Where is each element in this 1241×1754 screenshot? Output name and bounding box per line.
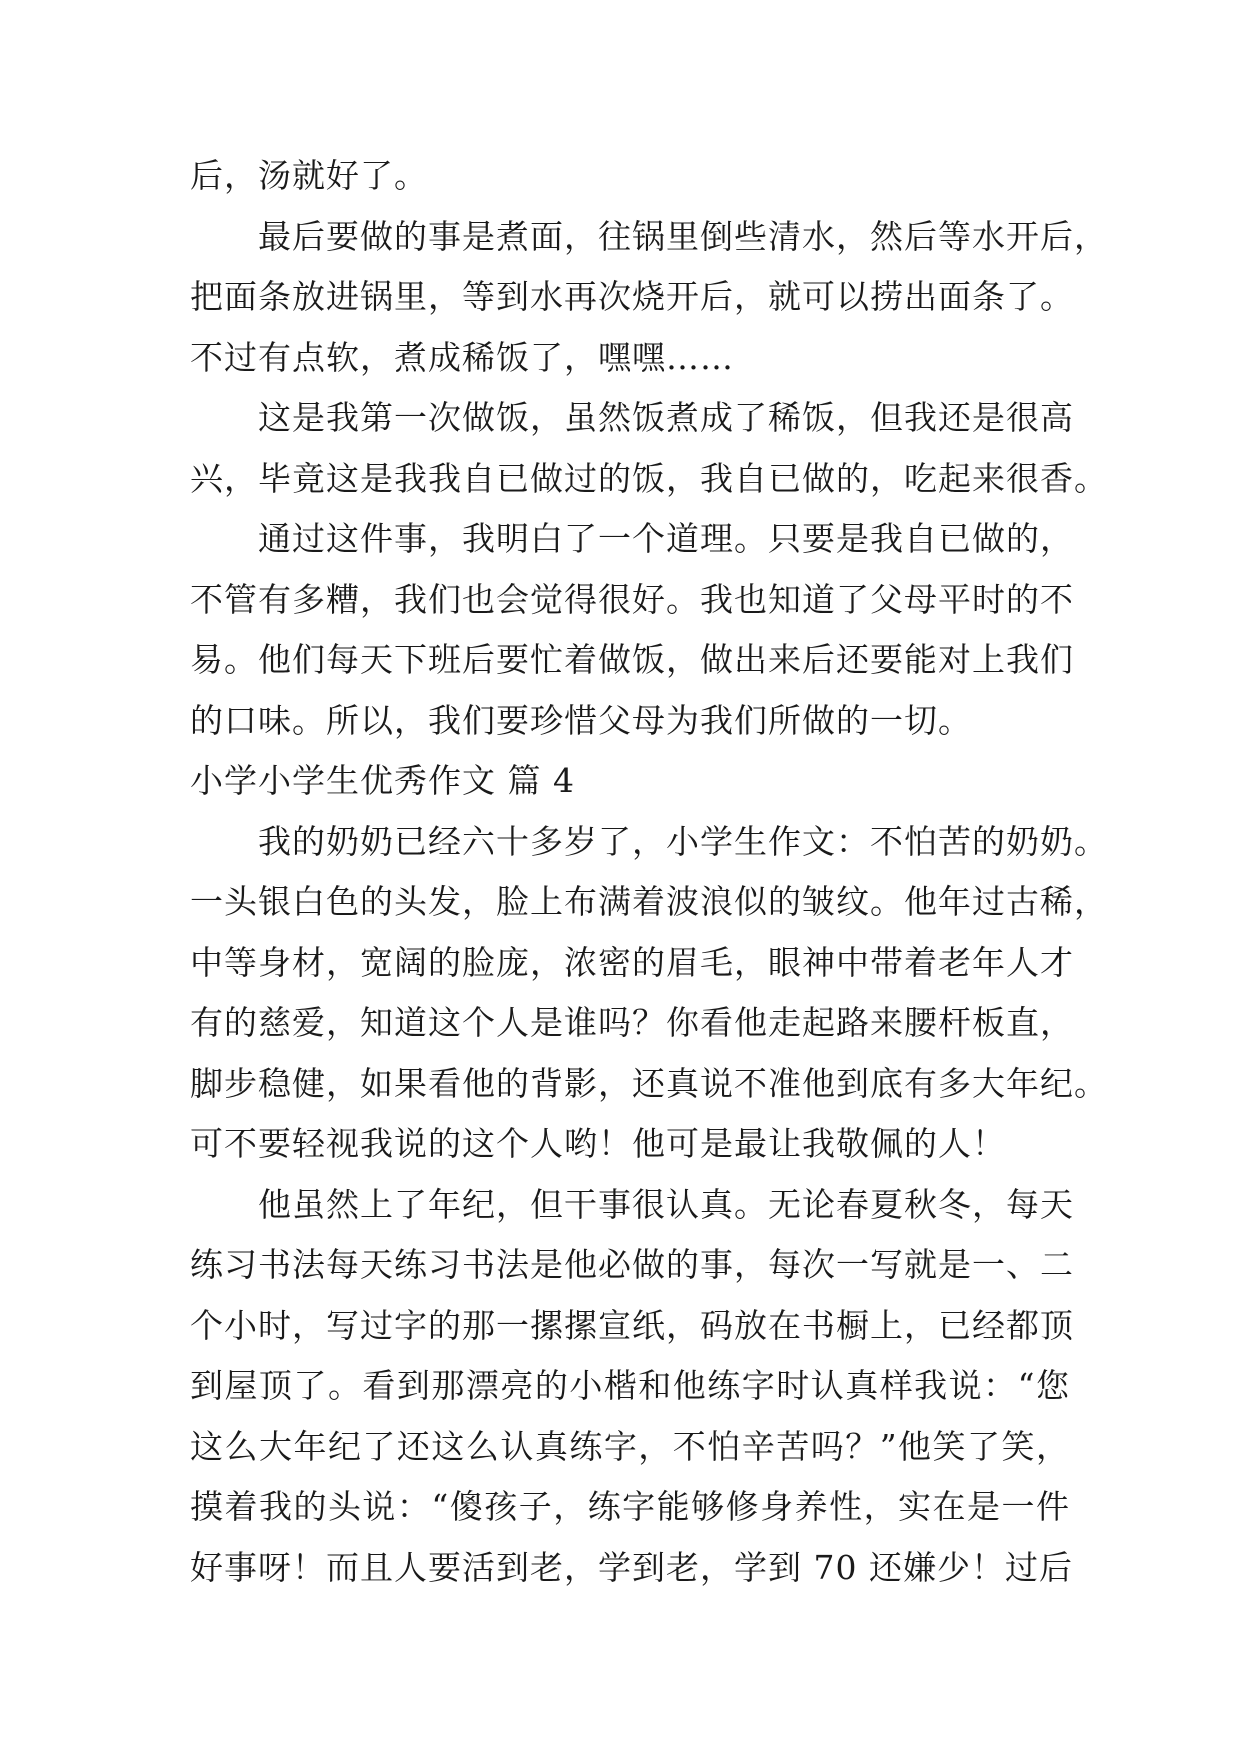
text-line: 摸着我的头说：“傻孩子，练字能够修身养性，实在是一件 bbox=[190, 1487, 1070, 1526]
text-line: 易。他们每天下班后要忙着做饭，做出来后还要能对上我们 bbox=[190, 640, 1074, 679]
text-line: 兴，毕竟这是我我自已做过的饭，我自已做的，吃起来很香。 bbox=[190, 458, 1108, 498]
text-line: 练习书法每天练习书法是他必做的事，每次一写就是一、二 bbox=[190, 1245, 1074, 1284]
text-line: 通过这件事，我明白了一个道理。只要是我自已做的， bbox=[258, 519, 1074, 558]
text-line: 把面条放进锅里，等到水再次烧开后，就可以捞出面条了。 bbox=[190, 277, 1074, 316]
text-line: 最后要做的事是煮面，往锅里倒些清水，然后等水开后， bbox=[258, 216, 1108, 256]
text-line: 我的奶奶已经六十多岁了，小学生作文：不怕苦的奶奶。 bbox=[258, 821, 1108, 861]
text-line: 不管有多糟，我们也会觉得很好。我也知道了父母平时的不 bbox=[190, 579, 1074, 619]
section-heading: 小学小学生优秀作文 篇 4 bbox=[190, 761, 575, 800]
text-line: 的口味。所以，我们要珍惜父母为我们所做的一切。 bbox=[190, 700, 972, 740]
text-line: 个小时，写过字的那一摞摞宣纸，码放在书橱上，已经都顶 bbox=[190, 1305, 1074, 1345]
text-line: 有的慈爱，知道这个人是谁吗？你看他走起路来腰杆板直， bbox=[190, 1003, 1074, 1042]
text-line: 脚步稳健，如果看他的背影，还真说不准他到底有多大年纪。 bbox=[190, 1063, 1108, 1103]
text-line: 不过有点软，煮成稀饭了，嘿嘿…… bbox=[190, 337, 734, 377]
text-line: 好事呀！而且人要活到老，学到老，学到 70 还嫌少！过后 bbox=[190, 1547, 1073, 1587]
text-line: 中等身材，宽阔的脸庞，浓密的眉毛，眼神中带着老年人才 bbox=[190, 942, 1074, 982]
text-line: 可不要轻视我说的这个人哟！他可是最让我敬佩的人！ bbox=[190, 1124, 1006, 1163]
text-line: 后，汤就好了。 bbox=[190, 156, 428, 195]
text-line: 一头银白色的头发，脸上布满着波浪似的皱纹。他年过古稀， bbox=[190, 882, 1108, 921]
text-line: 到屋顶了。看到那漂亮的小楷和他练字时认真样我说：“您 bbox=[190, 1366, 1070, 1405]
text-line: 这么大年纪了还这么认真练字，不怕辛苦吗？”他笑了笑， bbox=[190, 1426, 1070, 1466]
document-body bbox=[190, 146, 1108, 1598]
text-line: 他虽然上了年纪，但干事很认真。无论春夏秋冬，每天 bbox=[258, 1184, 1074, 1224]
text-line: 这是我第一次做饭，虽然饭煮成了稀饭，但我还是很高 bbox=[258, 398, 1074, 437]
